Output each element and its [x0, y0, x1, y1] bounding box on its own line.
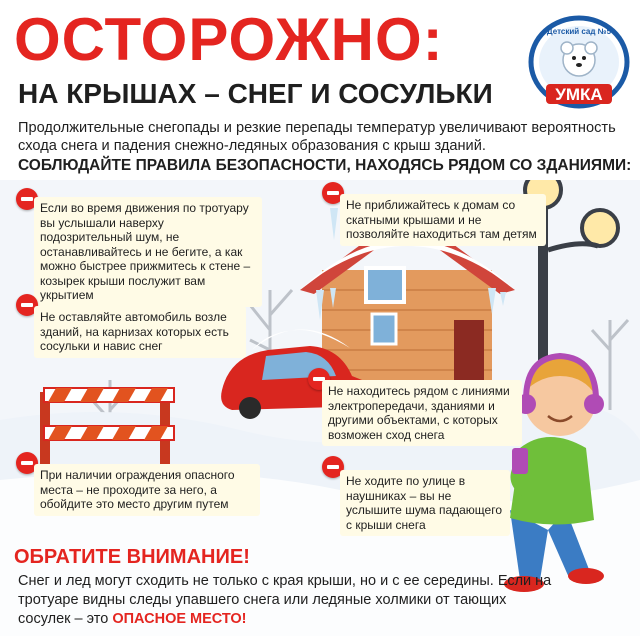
page-title: ОСТОРОЖНО:	[14, 6, 444, 73]
logo-name: УМКА	[555, 85, 603, 104]
rule-power-lines: Не находитесь рядом с линиями электропередачи, зданиями и другими объектами, с которых возможен сход снега	[322, 380, 522, 446]
rule-car-parking: Не оставляйте автомобиль возле зданий, на карнизах которых есть сосульки и навис снег	[34, 306, 246, 358]
rule-headphones: Не ходите по улице в наушниках – вы не услышите шума падающего с крыши снега	[340, 470, 510, 536]
rule-sidewalk-noise: Если во время движения по тротуару вы услышали наверху подозрительный шум, не останавливайтесь и не бегите, а как можно быстрее прижмитесь к стене – козырек крыши послужит вам укрытием	[34, 197, 262, 307]
kindergarten-logo	[526, 14, 632, 114]
rule-fencing: При наличии ограждения опасного места – не проходите за него, а обойдите это место другим путем	[34, 464, 260, 516]
attention-heading: ОБРАТИТЕ ВНИМАНИЕ!	[14, 546, 250, 568]
logo-arc-text: Детский сад №5	[546, 27, 612, 36]
danger-place-label: ОПАСНОЕ МЕСТО!	[112, 611, 247, 627]
intro-paragraph: Продолжительные снегопады и резкие перепады температур увеличивают вероятность схода снега и падения снежно-ледяных образования с крыш зданий.	[18, 120, 616, 154]
footer-text: Снег и лед могут сходить не только с края крыши, но и с ее середины. Если на тротуаре видны следы упавшего снега или ледяные холмики от тающих сосулек – это	[18, 573, 552, 627]
rule-pitched-roofs: Не приближайтесь к домам со скатными крышами и не позволяйте находиться там детям	[340, 194, 546, 246]
footer-note	[18, 572, 558, 629]
page-subtitle: НА КРЫШАХ – СНЕГ И СОСУЛЬКИ	[18, 78, 493, 109]
rules-heading: СОБЛЮДАЙТЕ ПРАВИЛА БЕЗОПАСНОСТИ, НАХОДЯСЬ РЯДОМ СО ЗДАНИЯМИ:	[18, 157, 632, 174]
